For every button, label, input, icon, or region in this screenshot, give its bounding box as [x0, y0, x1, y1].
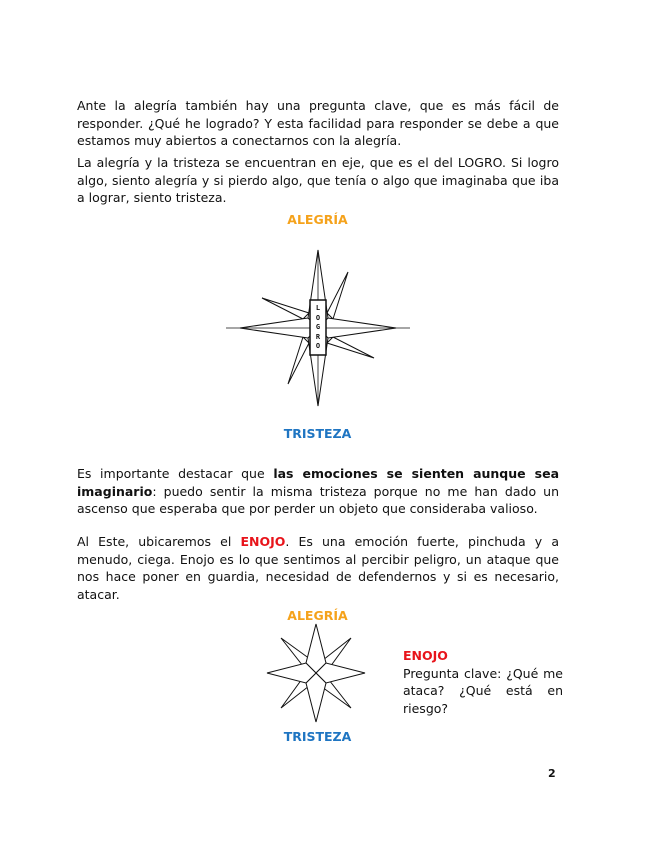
- diagram1-tristeza-label: TRISTEZA: [283, 426, 352, 441]
- enojo-sidebar-text: Pregunta clave: ¿Qué me ataca? ¿Qué está en riesgo?: [403, 665, 563, 716]
- p3-text-before: Es importante destacar que: [77, 466, 274, 481]
- enojo-sidebar: [403, 647, 563, 717]
- enojo-highlight: ENOJO: [240, 534, 286, 549]
- p3-text-after: : puedo sentir la misma tristeza porque no me han dado un ascenso que esperaba que por perder un objeto que consideraba valioso.: [77, 483, 559, 516]
- diagram2-alegria-label: ALEGRÍA: [287, 608, 348, 623]
- page-number: 2: [548, 767, 556, 780]
- logro-axis-label: LOGRO: [315, 304, 321, 350]
- paragraph-alegria-question: Ante la alegría también hay una pregunta clave, que es más fácil de responder. ¿Qué he logrado? Y esta facilidad para responder se debe a que estamos muy abiertos a conectarnos con la alegría.: [77, 98, 559, 148]
- p4-text-before: Al Este, ubicaremos el: [77, 534, 241, 549]
- diagram2-tristeza-label: TRISTEZA: [283, 729, 352, 744]
- compass-star-small: [256, 618, 380, 728]
- p3-bold-text: las emociones se sienten aunque sea imaginario: [77, 466, 560, 499]
- p4-text-after: . Es una emoción fuerte, pinchuda y a menudo, ciega. Enojo es lo que sentimos al percibir peligro, un ataque que nos hace poner en guardia, necesidad de defendernos y si es necesario, atacar.: [77, 534, 559, 602]
- paragraph-emotions-imaginary: [77, 465, 559, 518]
- paragraph-enojo: [77, 533, 559, 603]
- diagram1-alegria-label: ALEGRÍA: [287, 212, 348, 227]
- paragraph-logro-axis: La alegría y la tristeza se encuentran en eje, que es el del LOGRO. Si logro algo, siento alegría y si pierdo algo, que tenía o algo que imaginaba que iba a lograr, siento tristeza.: [77, 155, 559, 205]
- enojo-sidebar-title: ENOJO: [403, 648, 448, 663]
